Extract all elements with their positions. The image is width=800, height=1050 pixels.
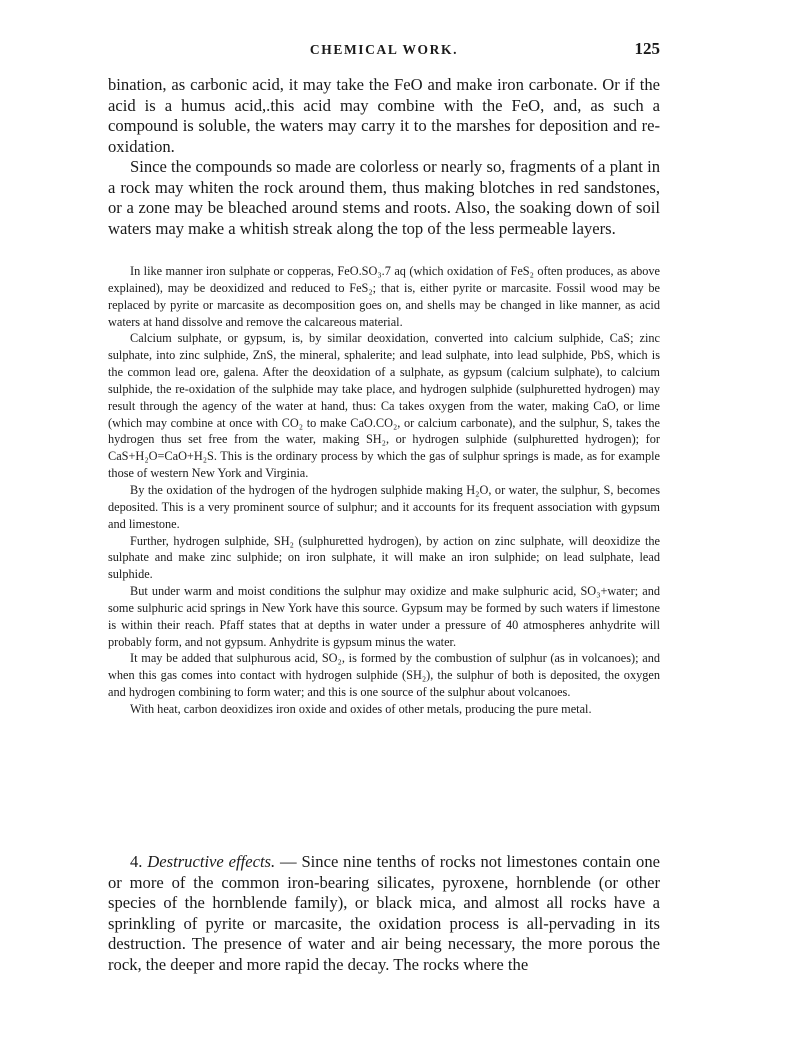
running-head: CHEMICAL WORK. xyxy=(309,42,459,57)
main-text-top xyxy=(108,75,660,239)
paragraph-compounds: Since the compounds so made are colorless or nearly so, fragments of a plant in a rock may whiten the rock around them, thus making blotches in red sandstones, or a zone may be bleached around stems and roots. Also, the soaking down of soil waters may make a whitish streak along the top of the less permeable layers. xyxy=(108,157,660,238)
section-text: — Since nine tenths of rocks not limestones contain one or more of the common iron-bearing silicates, pyroxene, hornblende (or other species of the hornblende family), or black mica, and almost all rocks have a sprinkling of pyrite or marcasite, the oxidation process is all-pervading in its destruction. The presence of water and air being necessary, the more porous the rock, the deeper and more rapid the decay. The rocks where the xyxy=(108,852,660,974)
paragraph-continuation: bination, as carbonic acid, it may take the FeO and make iron carbonate. Or if the acid is a humus acid,.this acid may combine with the FeO, and, as such a compound is soluble, the waters may carry it to the marshes for deposition and re-oxidation. xyxy=(108,75,660,156)
note-hydrogen-oxidation: By the oxidation of the hydrogen of the hydrogen sulphide making H₂O, or water, the sulphur, S, becomes deposited. This is a very prominent source of sulphur; and it accounts for its frequent association with gypsum and limestone. xyxy=(108,482,660,531)
note-sulphuric-acid: But under warm and moist conditions the sulphur may oxidize and make sulphuric acid, SO₃+water; and some sulphuric acid springs in New York have this source. Gypsum may be formed by such waters if limestone is within their reach. Pfaff states that at depths in water under a pressure of 40 atmospheres anhydrite will probably form, and not gypsum. Anhydrite is gypsum minus the water. xyxy=(108,584,660,649)
note-hydrogen-sulphide: Further, hydrogen sulphide, SH₂ (sulphuretted hydrogen), by action on zinc sulphate, will deoxidize the sulphate and make zinc sulphide; on iron sulphate, it will make an iron sulphide; on lead sulphate, lead sulphide. xyxy=(108,533,660,582)
page-header xyxy=(108,40,660,66)
page-number: 125 xyxy=(634,39,660,58)
note-calcium-sulphate: Calcium sulphate, or gypsum, is, by similar deoxidation, converted into calcium sulphide, CaS; zinc sulphate, into zinc sulphide, ZnS, the mineral, sphalerite; and lead sulphate, into lead sulphide, PbS, which is the common lead ore, galena. After the deoxidation of a sulphate, as gypsum (calcium sulphate), to calcium sulphide, the re-oxidation of the sulphide may take place, and hydrogen sulphide (sulphuretted hydrogen) may result through the agency of the water at hand, thus: Ca takes oxygen from the water, making CaO, or lime (which may combine at once with CO₂ to make CaO.CO₂, or calcium carbonate), and the sulphur, S, takes the hydrogen thus set free from the water, making SH₂, or hydrogen sulphide (sulphuretted hydrogen); for CaS+H₂O=CaO+H₂S. This is the ordinary process by which the gas of sulphur springs is made, as for example those of western New York and Virginia. xyxy=(108,331,660,481)
small-print-notes xyxy=(108,263,660,718)
section-destructive-effects xyxy=(108,852,660,975)
section-4-paragraph xyxy=(108,852,660,975)
section-number: 4. xyxy=(130,852,143,871)
section-title: Destructive effects. xyxy=(147,852,276,871)
note-sulphurous-acid: It may be added that sulphurous acid, SO₂, is formed by the combustion of sulphur (as in volcanoes); and when this gas comes into contact with hydrogen sulphide (SH₂), the sulphur of both is deposited, the oxygen and hydrogen combining to form water; and this is one source of the sulphur about volcanoes. xyxy=(108,651,660,700)
note-carbon-deoxidizes: With heat, carbon deoxidizes iron oxide and oxides of other metals, producing the pure metal. xyxy=(130,701,592,716)
note-iron-sulphate: In like manner iron sulphate or copperas, FeO.SO₃.7 aq (which oxidation of FeS₂ often produces, as above explained), may be deoxidized and reduced to FeS₂; that is, either pyrite or marcasite. Fossil wood may be replaced by pyrite or marcasite as decomposition goes on, and shells may be changed in like manner, as acid waters at hand dissolve and remove the calcareous material. xyxy=(108,264,660,329)
